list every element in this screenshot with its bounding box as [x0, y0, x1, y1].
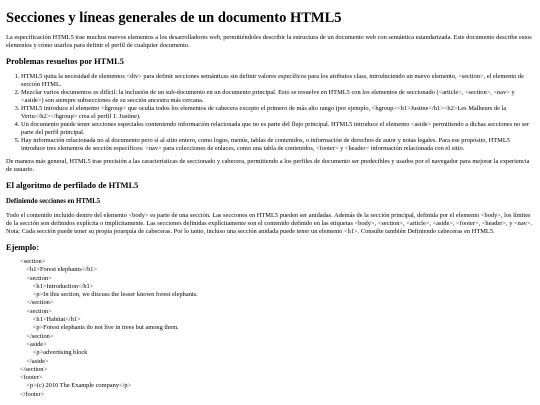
list-item: 3. HTML5 introduce el elemento <hgroup> que oculta todos los elementos de cabecera excepto el primero de más alto rango (por ejemplo, <hgroup><h1>Justine</h1><h2>Les Malheurs de la Vertu</h2></hgroup> crea el perfil 1. Justine). — [21, 105, 534, 121]
problems-heading: Problemas resueltos por HTML5 — [6, 57, 124, 66]
page-title: Secciones y líneas generales de un documento HTML5 — [6, 10, 342, 26]
summary-paragraph: De manera más general, HTML5 trae precisión a las características de seccionado y cabecera, permitiendo a los perfiles de documento ser predecibles y usados por el navegador para mejorar la experiencia de usuario. — [6, 158, 530, 173]
example-code-block: <section> <h1>Forest elephants</h1> <section> <h1>Introduction</h1> <p>In this section, we discuss the lesser known forest elephants. </section> <section> <h1>Habitat</h1> <p>Forest elephants do not live in trees but among them. </section> <aside> <p>advertising block </aside> </section> <footer> <p>(c) 2010 The Example company</p> </footer> — [20, 258, 198, 398]
algorithm-heading: El algoritmo de perfilado de HTML5 — [6, 181, 139, 190]
defining-sections-heading: Definiendo secciones en HTML5 — [6, 198, 101, 205]
list-item: 4. Un documento puede tener secciones especiales conteniendo información relacionada que no es parte del flujo principal. HTML5 introduce el elemento <aside> permitiendo a dichas secciones no ser parte del perfil principal. — [21, 121, 534, 137]
intro-paragraph: La especificación HTML5 trae muchos nuevos elementos a los desarrolladores web, permitiéndoles describir la estructura de un documento web con semántica estandarizada. Este documento describe estos elementos y cómo usarlos para definir el perfil de cualquier documento. — [6, 34, 532, 49]
example-heading: Ejemplo: — [6, 243, 40, 252]
list-item: 2. Mezclar varios documentos es difícil: la inclusión de un sub-documento en un documento principal. Esto se resuelve en HTML5 con los elementos de seccionado (<article>, <section>, <nav> y <aside>) son siempre subsecciones de su sección ancestra más cercana. — [21, 89, 534, 105]
problems-list — [6, 73, 534, 153]
list-item: 1. HTML5 quita la necesidad de elementos <div> para definir secciones semánticas sin definir valores específicos para los atributos class, introduciendo un nuevo elemento, <section>, el elemento de sección HTML. — [21, 73, 534, 89]
defining-sections-paragraph: Todo el contenido incluido dentro del elemento <body> es parte de una sección. Las secciones en HTML5 pueden ser anidadas. Además de la sección principal, definida por el elemento <body>, los límites de la sección son definidos explícita o implícitamente. Las secciones definidas explícitamente son el contenido definido en las etiquetas <body>, <section>, <article>, <aside>, <footer>, <header>, y <nav>. Nota: Cada sección puede tener su propia jerarquía de cabeceras. Por lo tanto, incluso una sección anidada puede tener un elemento <h1>. Consulte también Definiendo cabeceras en HTML5. — [6, 212, 533, 235]
list-item: 5. Hay información relacionada no al documento pero sí al sitio entero, como logos, menús, tablas de contenidos, o información de derechos de autor y notas legales. Para ese propósito, HTML5 introduce tres elementos de sección específicos: <nav> para colecciones de enlaces, como una tabla de contenidos, <footer> y <header> información relacionada con el sitio. — [21, 137, 534, 153]
